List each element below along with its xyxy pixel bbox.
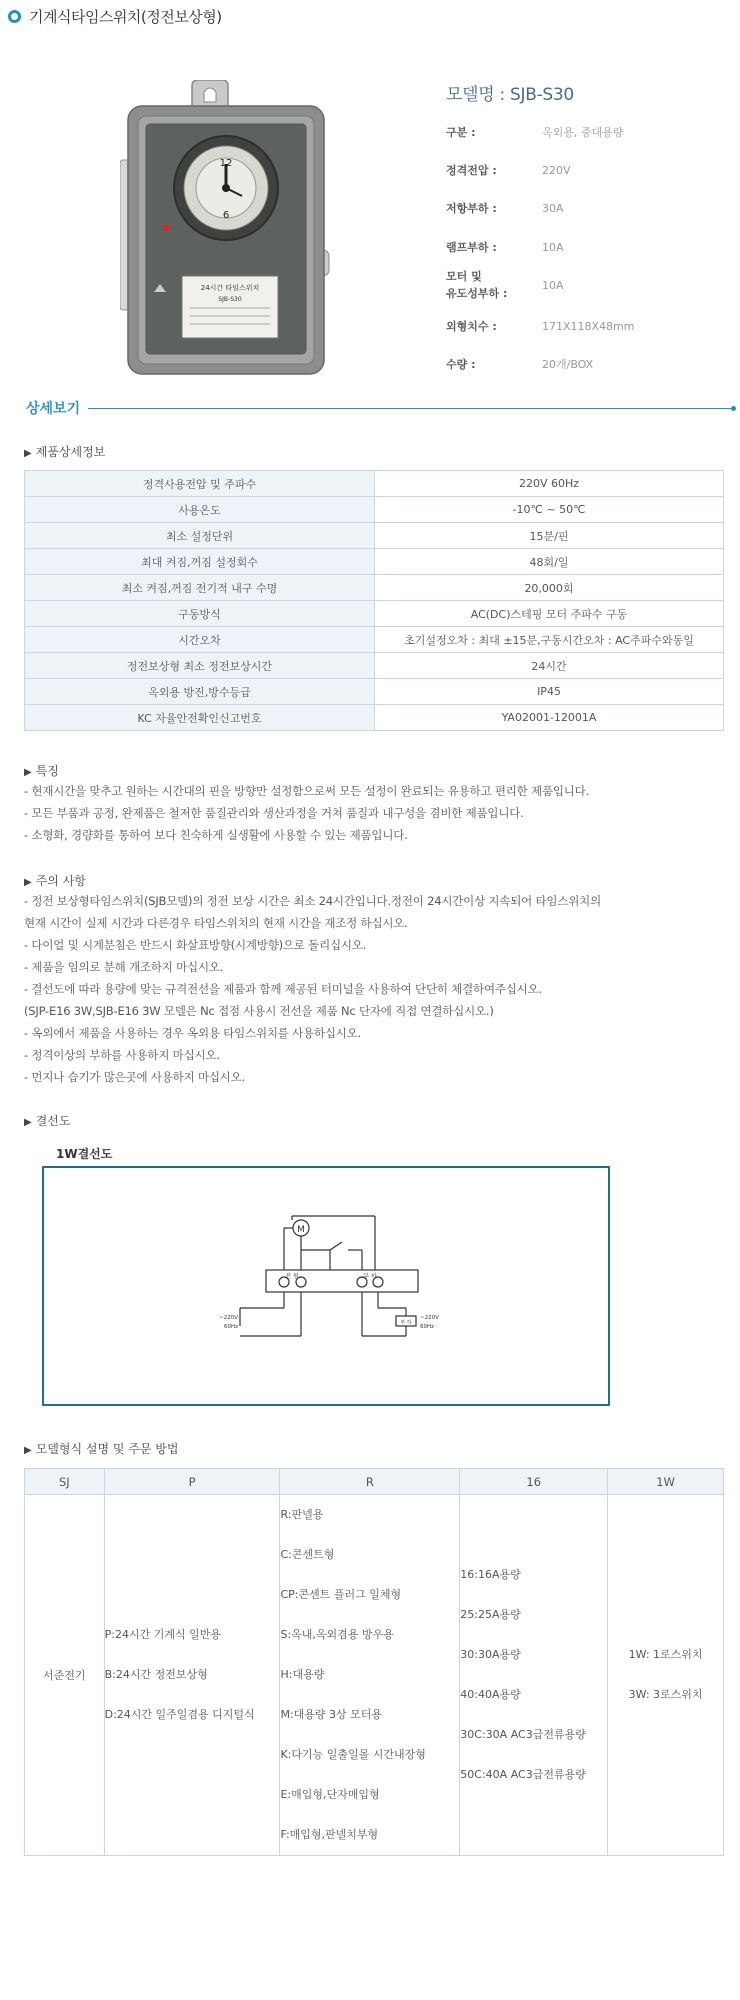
list-item: CP:콘센트 플러그 일체형: [280, 1588, 402, 1601]
product-photo: [120, 80, 330, 380]
list-item: 3W: 3로스위치: [628, 1688, 703, 1701]
maker-cell: 서준전기: [25, 1495, 105, 1856]
table-row: [25, 1495, 724, 1856]
list-item: - 옥외에서 제품을 사용하는 경우 옥외용 타임스위치를 사용하십시오.: [24, 1026, 362, 1040]
triangle-bullet-icon: ▶: [24, 448, 32, 459]
table-row: [25, 653, 724, 679]
list-item: - 결선도에 따라 용량에 맞는 규격전선을 제품과 함께 제공된 터미널을 사용하여 단단히 체결하여주십시오.: [24, 982, 542, 996]
spec-row-dimensions: 외형치수 : 171X118X48mm: [446, 320, 635, 333]
triangle-bullet-icon: ▶: [24, 767, 32, 778]
spec-label-cell: 옥외용 방진,방수등급: [25, 679, 375, 705]
list-item: 현재 시간이 실제 시간과 다른경우 타임스위치의 현재 시간을 재조정 하십시오.: [24, 916, 408, 930]
list-item: C:콘센트형: [280, 1548, 335, 1561]
wiring-heading: ▶ 결선도: [24, 1114, 71, 1128]
cautions-list: [24, 890, 724, 1088]
features-heading: ▶ 특징: [24, 764, 59, 778]
plate-title: 24시간 타임스위치: [200, 284, 260, 292]
spec-value-cell: 24시간: [375, 653, 724, 679]
spec-value-cell: -10℃ ~ 50℃: [375, 497, 724, 523]
order-heading: ▶ 모델형식 설명 및 주문 방법: [24, 1442, 179, 1456]
column-header: P: [104, 1469, 280, 1495]
triangle-bullet-icon: ▶: [24, 1117, 32, 1128]
power-terminal-label: 전 원: [285, 1273, 299, 1280]
section-divider: [88, 408, 736, 409]
spec-row-resistive-load: 저항부하 : 30A: [446, 202, 564, 215]
r-options-cell: [280, 1495, 460, 1856]
spec-label-cell: 사용온도: [25, 497, 375, 523]
list-item: P:24시간 기계식 일반용: [104, 1628, 221, 1641]
wiring-title: 1W결선도: [56, 1147, 113, 1161]
spec-row-type: 구분 : 옥외용, 중대용량: [446, 126, 624, 139]
column-header: SJ: [25, 1469, 105, 1495]
spec-value-cell: 15분/핀: [375, 523, 724, 549]
load-frequency-label: 60Hz: [420, 1324, 435, 1330]
w-options-cell: [608, 1495, 724, 1856]
title-bullet-icon: [8, 10, 21, 23]
list-item: 30:30A용량: [460, 1648, 521, 1661]
spec-value-cell: 220V 60Hz: [375, 471, 724, 497]
spec-row-voltage: 정격전압 : 220V: [446, 164, 571, 177]
list-item: M:대용량 3상 모터용: [280, 1708, 383, 1721]
table-row: [25, 523, 724, 549]
power-voltage-label: ~220V: [219, 1315, 238, 1321]
list-item: B:24시간 정전보상형: [104, 1668, 208, 1681]
spec-value-cell: YA02001-12001A: [375, 705, 724, 731]
list-item: D:24시간 일주일겸용 디지털식: [104, 1708, 255, 1721]
spec-row-motor-load: 모터 및 유도성부하 : 10A: [446, 270, 564, 300]
list-item: F:매입형,판넬치부형: [280, 1828, 379, 1841]
list-item: (SJP-E16 3W,SJB-E16 3W 모델은 Nc 접점 사용시 전선을 제품 Nc 단자에 직접 연결하십시오.): [24, 1004, 494, 1018]
list-item: 16:16A용량: [460, 1568, 521, 1581]
spec-label-cell: 최소 설정단위: [25, 523, 375, 549]
table-row: [25, 705, 724, 731]
spec-value-cell: 48회/일: [375, 549, 724, 575]
wiring-diagram-frame: [42, 1166, 610, 1406]
list-item: - 정전 보상형타임스위치(SJB모델)의 정전 보상 시간은 최소 24시간입니다.정전이 24시간이상 지속되어 타임스위치의: [24, 894, 601, 908]
spec-label-cell: 정전보상형 최소 정전보상시간: [25, 653, 375, 679]
size-options-cell: [460, 1495, 608, 1856]
spec-value-cell: AC(DC)스테핑 모터 주파수 구동: [375, 601, 724, 627]
load-terminal-label: 부 하: [363, 1273, 377, 1280]
list-item: - 제품을 임의로 분해 개조하지 마십시오.: [24, 960, 224, 974]
spec-value-cell: 20,000회: [375, 575, 724, 601]
list-item: - 먼지나 습기가 많은곳에 사용하지 마십시오.: [24, 1070, 246, 1084]
detail-table: [24, 470, 724, 731]
load-box-label: 부 하: [400, 1320, 412, 1326]
triangle-bullet-icon: ▶: [24, 1445, 32, 1456]
column-header: 16: [460, 1469, 608, 1495]
list-item: E:매입형,단자매입형: [280, 1788, 380, 1801]
spec-label-cell: 정격사용전압 및 주파수: [25, 471, 375, 497]
spec-label-cell: 구동방식: [25, 601, 375, 627]
load-voltage-label: ~220V: [420, 1315, 439, 1321]
dial-number-6: 6: [222, 210, 230, 221]
plate-model: SJB-S30: [218, 296, 242, 303]
table-row: [25, 549, 724, 575]
motor-label: M: [297, 1225, 305, 1235]
p-options-cell: [104, 1495, 280, 1856]
spec-value-cell: IP45: [375, 679, 724, 705]
spec-label-cell: 최대 켜짐,꺼짐 설정회수: [25, 549, 375, 575]
list-item: 50C:40A AC3급전류용량: [460, 1768, 586, 1781]
list-item: K:다기능 일출일몰 시간내장형: [280, 1748, 426, 1761]
model-name: 모델명 : SJB-S30: [446, 85, 574, 105]
table-row: [25, 601, 724, 627]
spec-row-quantity: 수량 : 20개/BOX: [446, 358, 594, 371]
list-item: - 모든 부품과 공정, 완제품은 철저한 품질관리와 생산과정을 거쳐 품질과 내구성을 겸비한 제품입니다.: [24, 806, 524, 820]
list-item: 30C:30A AC3급전류용량: [460, 1728, 586, 1741]
list-item: - 정격이상의 부하를 사용하지 마십시오.: [24, 1048, 220, 1062]
spec-value-cell: 초기설정오차 : 최대 ±15분,구동시간오차 : AC주파수와동일: [375, 627, 724, 653]
table-row: [25, 627, 724, 653]
section-header-detail: 상세보기: [26, 398, 736, 418]
cautions-heading: ▶ 주의 사항: [24, 874, 86, 888]
table-row: [25, 471, 724, 497]
detail-heading: ▶ 제품상세정보: [24, 445, 106, 459]
triangle-bullet-icon: ▶: [24, 877, 32, 888]
column-header: 1W: [608, 1469, 724, 1495]
spec-label-cell: KC 자율안전확인신고번호: [25, 705, 375, 731]
list-item: S:옥내,옥외겸용 방우용: [280, 1628, 394, 1641]
list-item: R:판넬용: [280, 1508, 324, 1521]
features-list: [24, 780, 724, 846]
list-item: H:대용량: [280, 1668, 325, 1681]
list-item: - 소형화, 경량화를 통하여 보다 친숙하게 실생활에 사용할 수 있는 제품입니다.: [24, 828, 408, 842]
spec-row-lamp-load: 램프부하 : 10A: [446, 241, 564, 254]
table-row: [25, 575, 724, 601]
dial-number-12: 12: [219, 158, 233, 169]
list-item: 25:25A용량: [460, 1608, 521, 1621]
column-header: R: [280, 1469, 460, 1495]
page-title: 기계식타임스위치(정전보상형): [8, 6, 222, 27]
spec-label-cell: 최소 켜짐,꺼짐 전기적 내구 수명: [25, 575, 375, 601]
table-row: [25, 497, 724, 523]
wiring-diagram: [44, 1168, 608, 1404]
power-frequency-label: 60Hz: [223, 1324, 238, 1330]
table-row: [25, 679, 724, 705]
list-item: 40:40A용량: [460, 1688, 521, 1701]
spec-label-cell: 시간오차: [25, 627, 375, 653]
list-item: - 현재시간을 맞추고 원하는 시간대의 핀을 방향만 설정함으로써 모든 설정이 완료되는 유용하고 편리한 제품입니다.: [24, 784, 590, 798]
list-item: - 다이얼 및 시계분침은 반드시 화살표방향(시계방향)으로 돌리십시오.: [24, 938, 367, 952]
order-table: [24, 1468, 724, 1856]
list-item: 1W: 1로스위치: [628, 1648, 703, 1661]
